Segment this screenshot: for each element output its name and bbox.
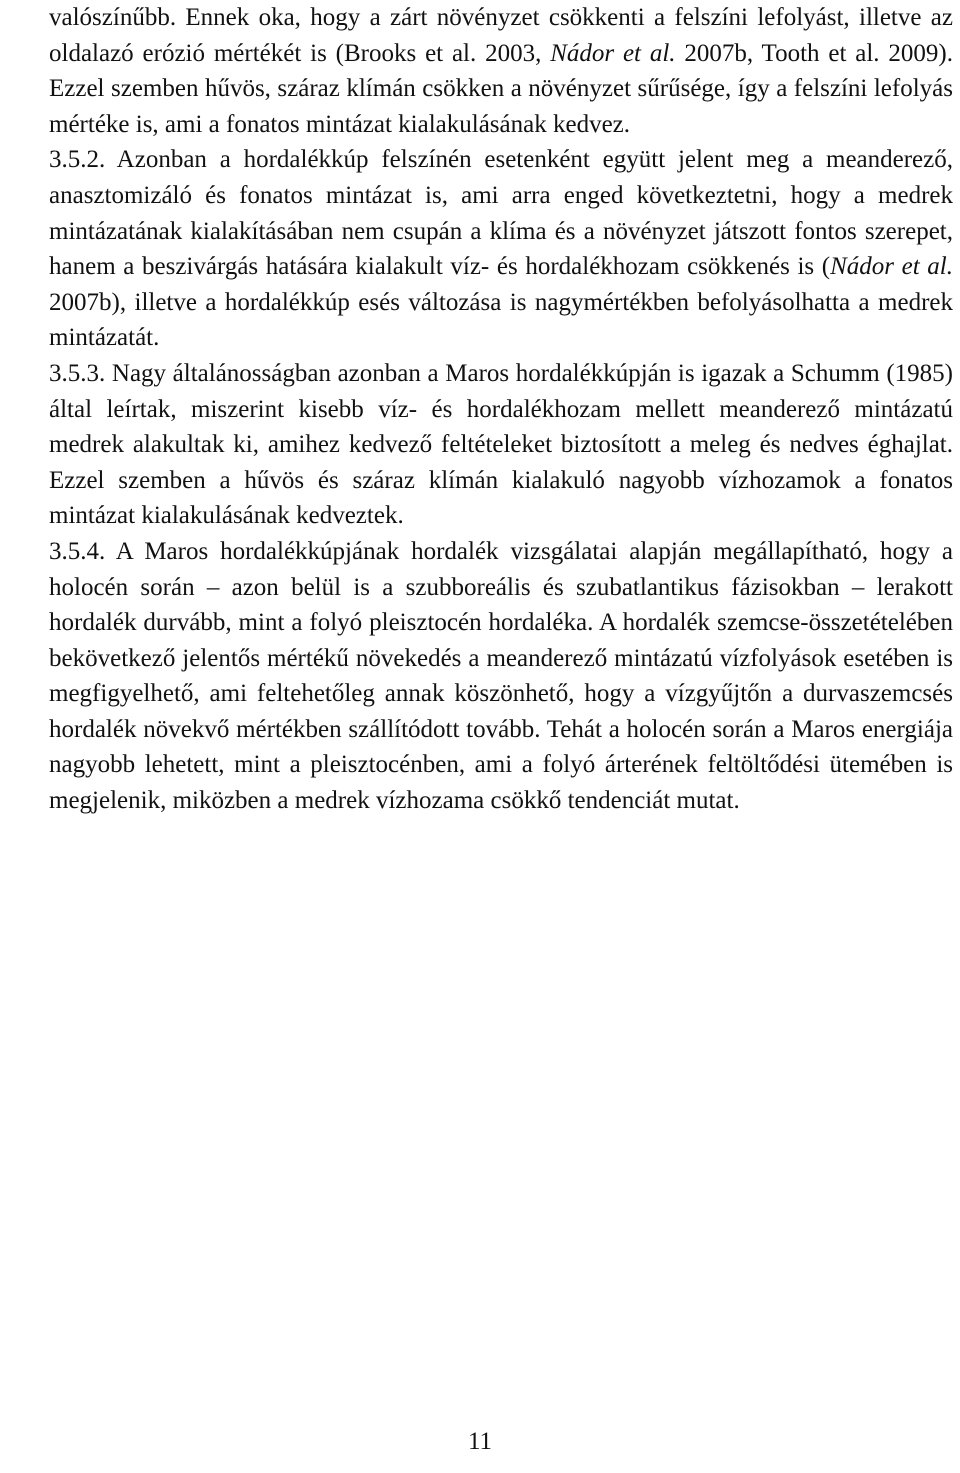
paragraph-3-5-2 [49,142,953,356]
paragraph-3-5-3 [49,356,953,534]
text-run: 3.5.3. Nagy általánosságban azonban a Maros hordalékkúpján is igazak a Schumm (1985) által leírtak, miszerint kisebb víz- és hordalékhozam mellett meanderező mintázatú medrek alakultak ki, amihez kedvező feltételeket biztosított a meleg és nedves éghajlat. Ezzel szemben a hűvös és száraz klímán kialakuló nagyobb vízhozamok a fonatos mintázat kialakulásának kedveztek. [49,359,953,530]
text-run: 2007b), illetve a hordalékkúp esés változása is nagymértékben befolyásolhatta a medrek mintázatát. [49,288,953,352]
text-run: 2007b, Tooth et al. 2009). Ezzel szemben hűvös, száraz klímán csökken a növényzet sűrűsége, így a felszíni lefolyás mértéke is, ami a fonatos mintázat kialakulásának kedvez. [49,39,953,138]
document-body [49,0,953,819]
text-run: 3.5.4. A Maros hordalékkúpjának hordalék vizsgálatai alapján megállapítható, hogy a holocén során – azon belül is a szubboreális és szubatlantikus fázisokban – lerakott hordalék durvább, mint a folyó pleisztocén hordaléka. A hordalék szemcse-összetételében bekövetkező jelentős mértékű növekedés a meanderező mintázatú vízfolyások esetében is megfigyelhető, ami feltehetőleg annak köszönhető, hogy a vízgyűjtőn a durvaszemcsés hordalék növekvő mértékben szállítódott tovább. Tehát a holocén során a Maros energiája nagyobb lehetett, mint a pleisztocénben, ami a folyó árterének feltöltődési ütemében is megjelenik, miközben a medrek vízhozama csökkő tendenciát mutat. [49,537,953,815]
paragraph-3-5-4 [49,534,953,819]
text-run: 3.5.2. Azonban a hordalékkúp felszínén esetenként együtt jelent meg a meanderező, anasztomizáló és fonatos mintázat is, ami arra enged következtetni, hogy a medrek mintázatának kialakításában nem csupán a klíma és a növényzet játszott fontos szerepet, hanem a beszivárgás hatására kialakult víz- és hordalékhozam csökkenés is ( [49,146,953,281]
italic-citation: Nádor et al. [830,253,953,281]
text-run: valószínűbb. Ennek oka, hogy a zárt növényzet csökkenti a felszíni lefolyást, illetve az oldalazó erózió mértékét is (Brooks et al. 2003, [49,4,953,67]
paragraph-intro [49,0,953,142]
italic-citation: Nádor et al. [550,39,676,67]
page-number: 11 [467,1428,493,1455]
